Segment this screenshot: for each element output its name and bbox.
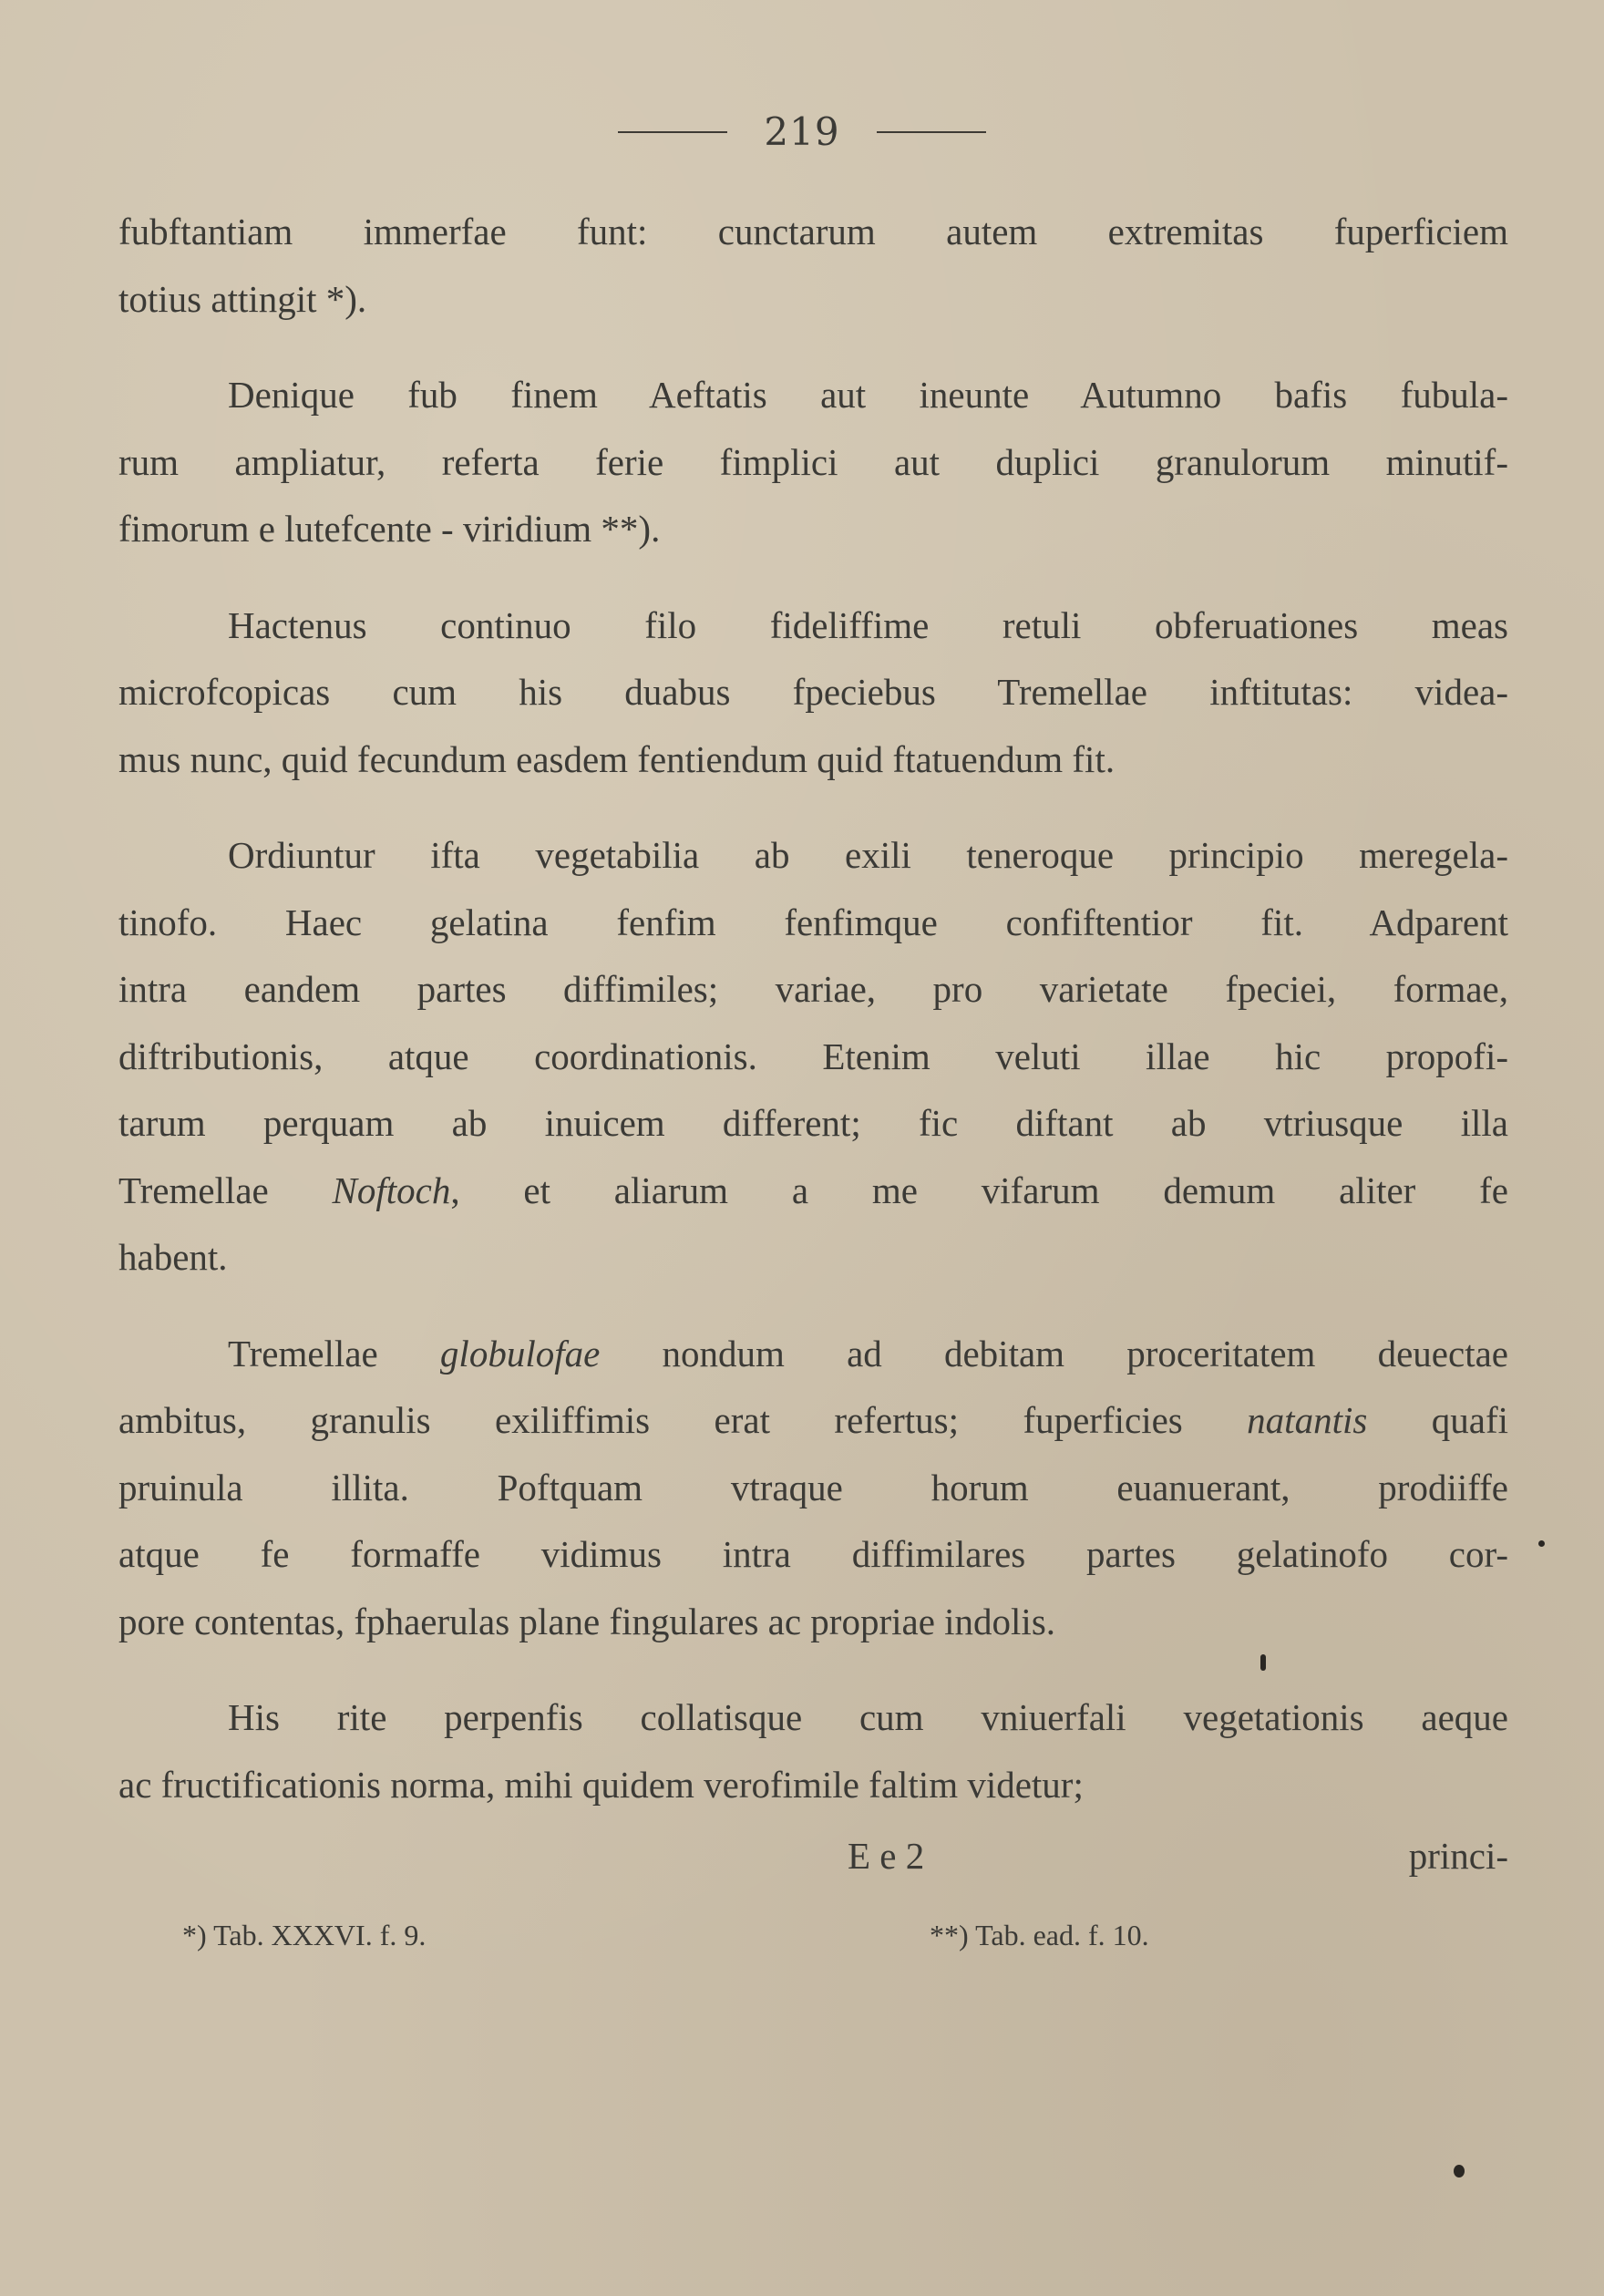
text-line: fubftantiam immerfae funt: cunctarum autem extremitas fuperficiem — [118, 211, 1508, 252]
text-line: Tremellae globulofae nondum ad debitam proceritatem deuectae — [228, 1332, 1508, 1375]
footnote-2-marker: **) — [930, 1919, 969, 1951]
ink-speck — [1538, 1540, 1545, 1547]
catch-line — [118, 1834, 1508, 1898]
paragraph — [118, 822, 1508, 1292]
header-rule-right — [877, 131, 986, 133]
page-number: 219 — [764, 109, 840, 154]
signature-mark: E e 2 — [848, 1835, 925, 1877]
text-line: intra eandem partes diffimiles; variae, pro varietate fpeciei, formae, — [118, 968, 1508, 1010]
text-line: rum ampliatur, referta ferie fimplici aut duplici granulorum minutif- — [118, 440, 1508, 483]
text-line: Hactenus continuo filo fideliffime retuli obferuationes meas — [228, 603, 1508, 646]
text-line: tinofo. Haec gelatina fenfim fenfimque confiftentior fit. Adparent — [118, 901, 1508, 943]
text-line: habent. — [118, 1236, 228, 1278]
paragraph — [118, 1684, 1508, 1818]
footnote-1-marker: *) — [182, 1919, 207, 1951]
paragraph — [118, 592, 1508, 794]
footnote-1-text: Tab. XXXVI. f. 9. — [213, 1919, 427, 1951]
text-line: Tremellae Noftoch, et aliarum a me vifarum demum aliter fe — [118, 1169, 1508, 1211]
text-line: pore contentas, fphaerulas plane fingulares ac propriae indolis. — [118, 1600, 1056, 1642]
ink-speck — [1260, 1654, 1266, 1671]
text-line: Denique fub finem Aeftatis aut ineunte Autumno bafis fubula- — [228, 374, 1508, 416]
header-rule-left — [618, 131, 727, 133]
text-line: microfcopicas cum his duabus fpeciebus Tremellae inftitutas: videa- — [118, 671, 1508, 713]
text-line: ac fructificationis norma, mihi quidem verofimile faltim videtur; — [118, 1763, 1084, 1806]
text-line: Ordiuntur ifta vegetabilia ab exili teneroque principio meregela- — [228, 834, 1508, 876]
text-line: ambitus, granulis exiliffimis erat refertus; fuperficies natantis quafi — [118, 1399, 1508, 1441]
footnote-1 — [182, 1919, 426, 1952]
paragraph — [118, 362, 1508, 563]
text-line: His rite perpenfis collatisque cum vniuerfali vegetationis aeque — [228, 1696, 1508, 1738]
footnote-2-text: Tab. ead. f. 10. — [975, 1919, 1149, 1951]
text-line: tarum perquam ab inuicem different; fic diftant ab vtriusque illa — [118, 1102, 1508, 1144]
text-line: mus nunc, quid fecundum easdem fentiendum quid ftatuendum fit. — [118, 737, 1116, 780]
page-header — [0, 109, 1604, 154]
footnote-2 — [930, 1919, 1149, 1952]
body-text — [118, 199, 1508, 1848]
paragraph — [118, 199, 1508, 333]
text-line: diftributionis, atque coordinationis. Etenim veluti illae hic propofi- — [118, 1035, 1508, 1077]
catchword: princi- — [1408, 1835, 1508, 1877]
text-line: totius attingit *). — [118, 277, 367, 320]
paragraph — [118, 1321, 1508, 1656]
text-line: pruinula illita. Poftquam vtraque horum euanuerant, prodiiffe — [118, 1466, 1508, 1508]
text-line: atque fe formaffe vidimus intra diffimilares partes gelatinofo cor- — [118, 1533, 1508, 1575]
ink-speck — [1454, 2165, 1465, 2178]
text-line: fimorum e lutefcente - viridium **). — [118, 508, 661, 550]
